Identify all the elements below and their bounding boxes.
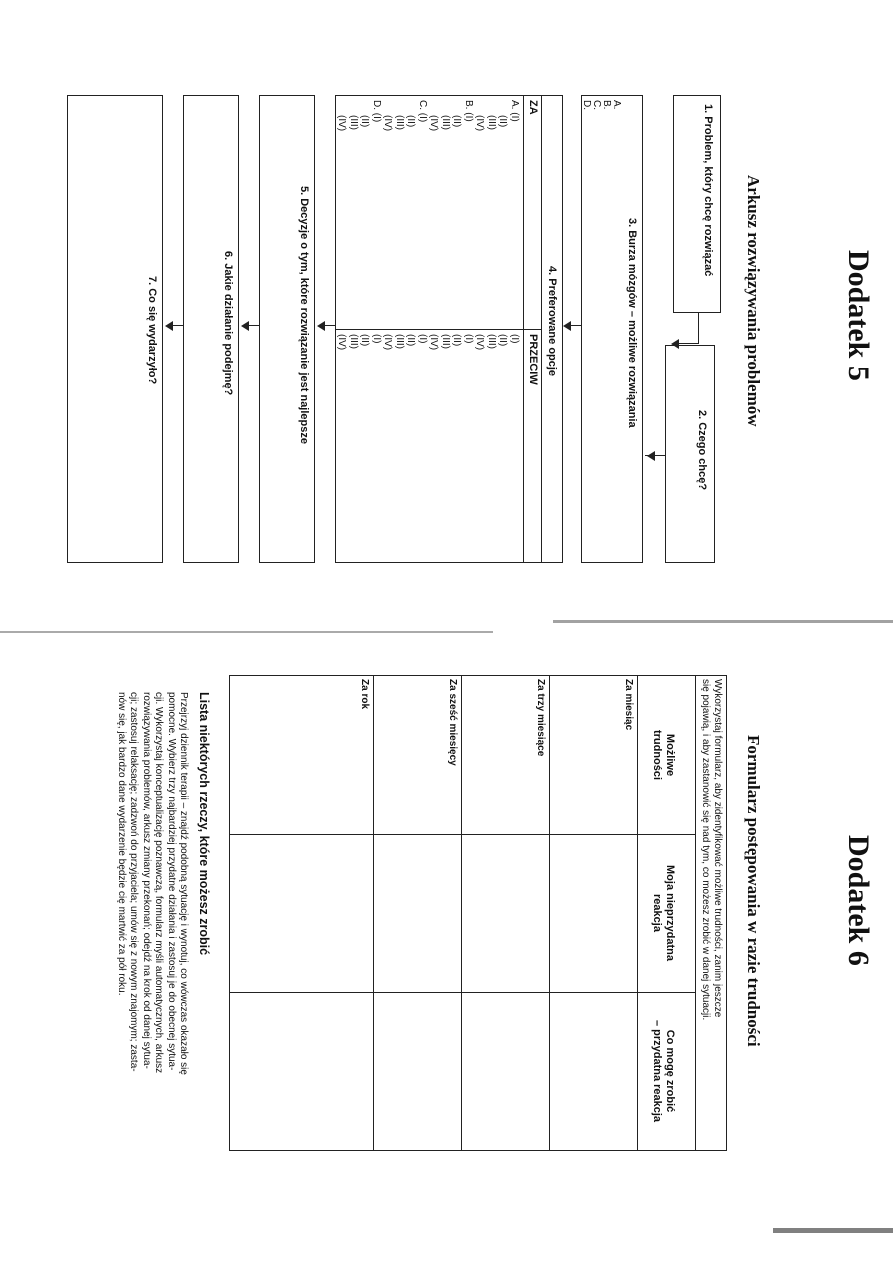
col2-line2: reakcja	[651, 894, 663, 932]
box-decyzje	[259, 95, 315, 563]
option-a: A.	[611, 100, 622, 110]
box-problem-label: 1. Problem, który chcę rozwiązać	[702, 104, 714, 277]
za-letter-a: A.	[509, 100, 520, 110]
row-za-trzy-miesiace: Za trzy miesiące	[535, 679, 546, 757]
box-dzialanie-label: 6. Jakie działanie podejmę?	[222, 251, 234, 396]
list-line: rozwiązywania problemów, arkusz zmiany przekonań; odejdź na krok od danej sytua-	[140, 692, 152, 1069]
roman: (III)	[394, 115, 405, 130]
col1-line2: trudności	[651, 729, 663, 781]
dodatek6-title: Dodatek 6	[842, 835, 875, 966]
list-line: pomocne. Wybierz trzy najbardziej przydatne działania i zastosuj je do obecnej sytua-	[165, 692, 177, 1071]
roman: (II)	[497, 334, 509, 347]
intro-rule	[695, 676, 696, 1150]
przeciw-column	[336, 334, 520, 350]
roman: (IV)	[382, 334, 394, 351]
roman: (IV)	[474, 334, 486, 351]
arrow-head	[563, 321, 571, 331]
roman: (II)	[451, 115, 463, 128]
roman: (II)	[405, 115, 417, 128]
option-c: C.	[591, 100, 602, 110]
roman: (I)	[371, 334, 382, 344]
box-czego-chce	[665, 345, 715, 563]
row-rule	[549, 676, 550, 1150]
roman: (III)	[348, 334, 359, 349]
roman: (I)	[463, 112, 474, 122]
roman: (II)	[359, 115, 371, 128]
intro-line-1: Wykorzystaj formularz, aby zidentyfikować możliwe trudności, zanim jeszcze	[712, 679, 723, 1018]
col-mozliwe-trudnosci	[650, 676, 676, 834]
box-burza-mozgow	[581, 95, 643, 563]
col-przydatna-reakcja	[650, 992, 676, 1150]
roman: (IV)	[336, 115, 348, 132]
roman: (I)	[509, 334, 520, 344]
za-header: ZA	[527, 100, 539, 115]
arrow-head	[241, 321, 249, 331]
przeciw-header: PRZECIW	[527, 334, 539, 385]
dodatek6-subtitle: Formularz postępowania w razie trudności	[744, 735, 763, 1047]
dodatek5-title: Dodatek 5	[842, 250, 875, 381]
roman: (I)	[509, 112, 520, 122]
roman: (IV)	[382, 115, 394, 132]
gutter-shadow	[0, 631, 493, 633]
box-decyzje-label: 5. Decyzje o tym, które rozwiązanie jest najlepsze	[298, 186, 310, 444]
roman: (I)	[371, 112, 382, 123]
col-rule-2	[230, 992, 696, 993]
box-dzialanie	[183, 95, 239, 563]
box-preferowane	[335, 95, 563, 563]
gutter-shadow	[553, 620, 893, 623]
list-line: nów się, jak bardzo dane wydarzenie będzie cię martwić za pół roku.	[115, 692, 127, 996]
roman: (II)	[497, 115, 509, 128]
roman: (III)	[486, 334, 497, 349]
list-line: cji. Wykorzystaj konceptualizację poznawczą, formularz myśli automatycznych, arkusz	[153, 692, 165, 1074]
roman: (III)	[348, 115, 359, 130]
row-za-rok: Za rok	[359, 679, 370, 710]
difficulty-form	[229, 675, 727, 1151]
list-title: Lista niektórych rzeczy, które możesz zrobić	[197, 692, 211, 956]
box-problem	[673, 95, 721, 313]
roman: (III)	[440, 115, 451, 130]
za-letter-d: D.	[371, 100, 382, 110]
list-body	[115, 692, 189, 1137]
za-letter-b: B.	[463, 100, 474, 110]
option-d: D.	[581, 100, 592, 110]
col2-line1: Moja nieprzydatna	[664, 865, 676, 961]
roman: (III)	[486, 115, 497, 130]
roman: (III)	[440, 334, 451, 349]
col-rule-1	[230, 834, 696, 835]
row-rule	[373, 676, 374, 1150]
box-preferowane-label: 4. Preferowane opcje	[546, 266, 558, 377]
box-burza-mozgow-label: 3. Burza mózgów – możliwe rozwiązania	[626, 218, 638, 428]
za-letter-c: C.	[417, 100, 428, 110]
roman: (I)	[463, 334, 474, 344]
roman: (II)	[451, 334, 463, 347]
intro-line-2: się pojawią, i aby zastanowić się nad tym, co możesz zrobić w danej sytuacji.	[700, 679, 711, 1021]
arrow-line	[698, 313, 699, 343]
option-b: B.	[601, 100, 612, 110]
list-line: cji; zastosuj relaksację; zadzwoń do przyjaciela; umów się z nowym znajomym; zasta-	[128, 692, 140, 1072]
box-czego-chce-label: 2. Czego chcę?	[696, 410, 708, 491]
row-za-szesc-miesiecy: Za sześć miesięcy	[447, 679, 458, 766]
header-rule-2	[523, 96, 524, 562]
arrow-head	[647, 451, 655, 461]
roman: (I)	[417, 112, 428, 123]
edge-shadow	[773, 1228, 893, 1233]
roman: (III)	[394, 334, 405, 349]
roman: (IV)	[428, 334, 440, 351]
dodatek5-subtitle: Arkusz rozwiązywania problemów	[744, 175, 763, 427]
col-nieprzydatna-reakcja	[650, 834, 676, 992]
list-line: Przejrzyj dziennik terapii – znajdź podobną sytuację i wynotuj, co wówczas okazało się	[178, 692, 189, 1075]
column-rule	[336, 329, 542, 330]
row-rule	[461, 676, 462, 1150]
roman: (I)	[417, 334, 428, 344]
roman: (II)	[405, 334, 417, 347]
box-co-sie-wydarzylo-label: 7. Co się wydarzyło?	[146, 276, 158, 385]
header-row-rule	[637, 676, 638, 1150]
roman: (II)	[359, 334, 371, 347]
col3-line2: – przydatna reakcja	[651, 1019, 663, 1123]
arrow-head	[165, 321, 173, 331]
roman: (IV)	[474, 115, 486, 132]
row-za-miesiac: Za miesiąc	[623, 679, 634, 731]
arrow-head	[317, 321, 325, 331]
col1-line1: Możliwe	[664, 733, 676, 777]
box-co-sie-wydarzylo	[67, 95, 163, 563]
roman: (IV)	[428, 115, 440, 132]
za-column	[336, 100, 520, 131]
roman: (IV)	[336, 334, 348, 351]
col3-line1: Co mogę zrobić	[664, 1029, 676, 1113]
